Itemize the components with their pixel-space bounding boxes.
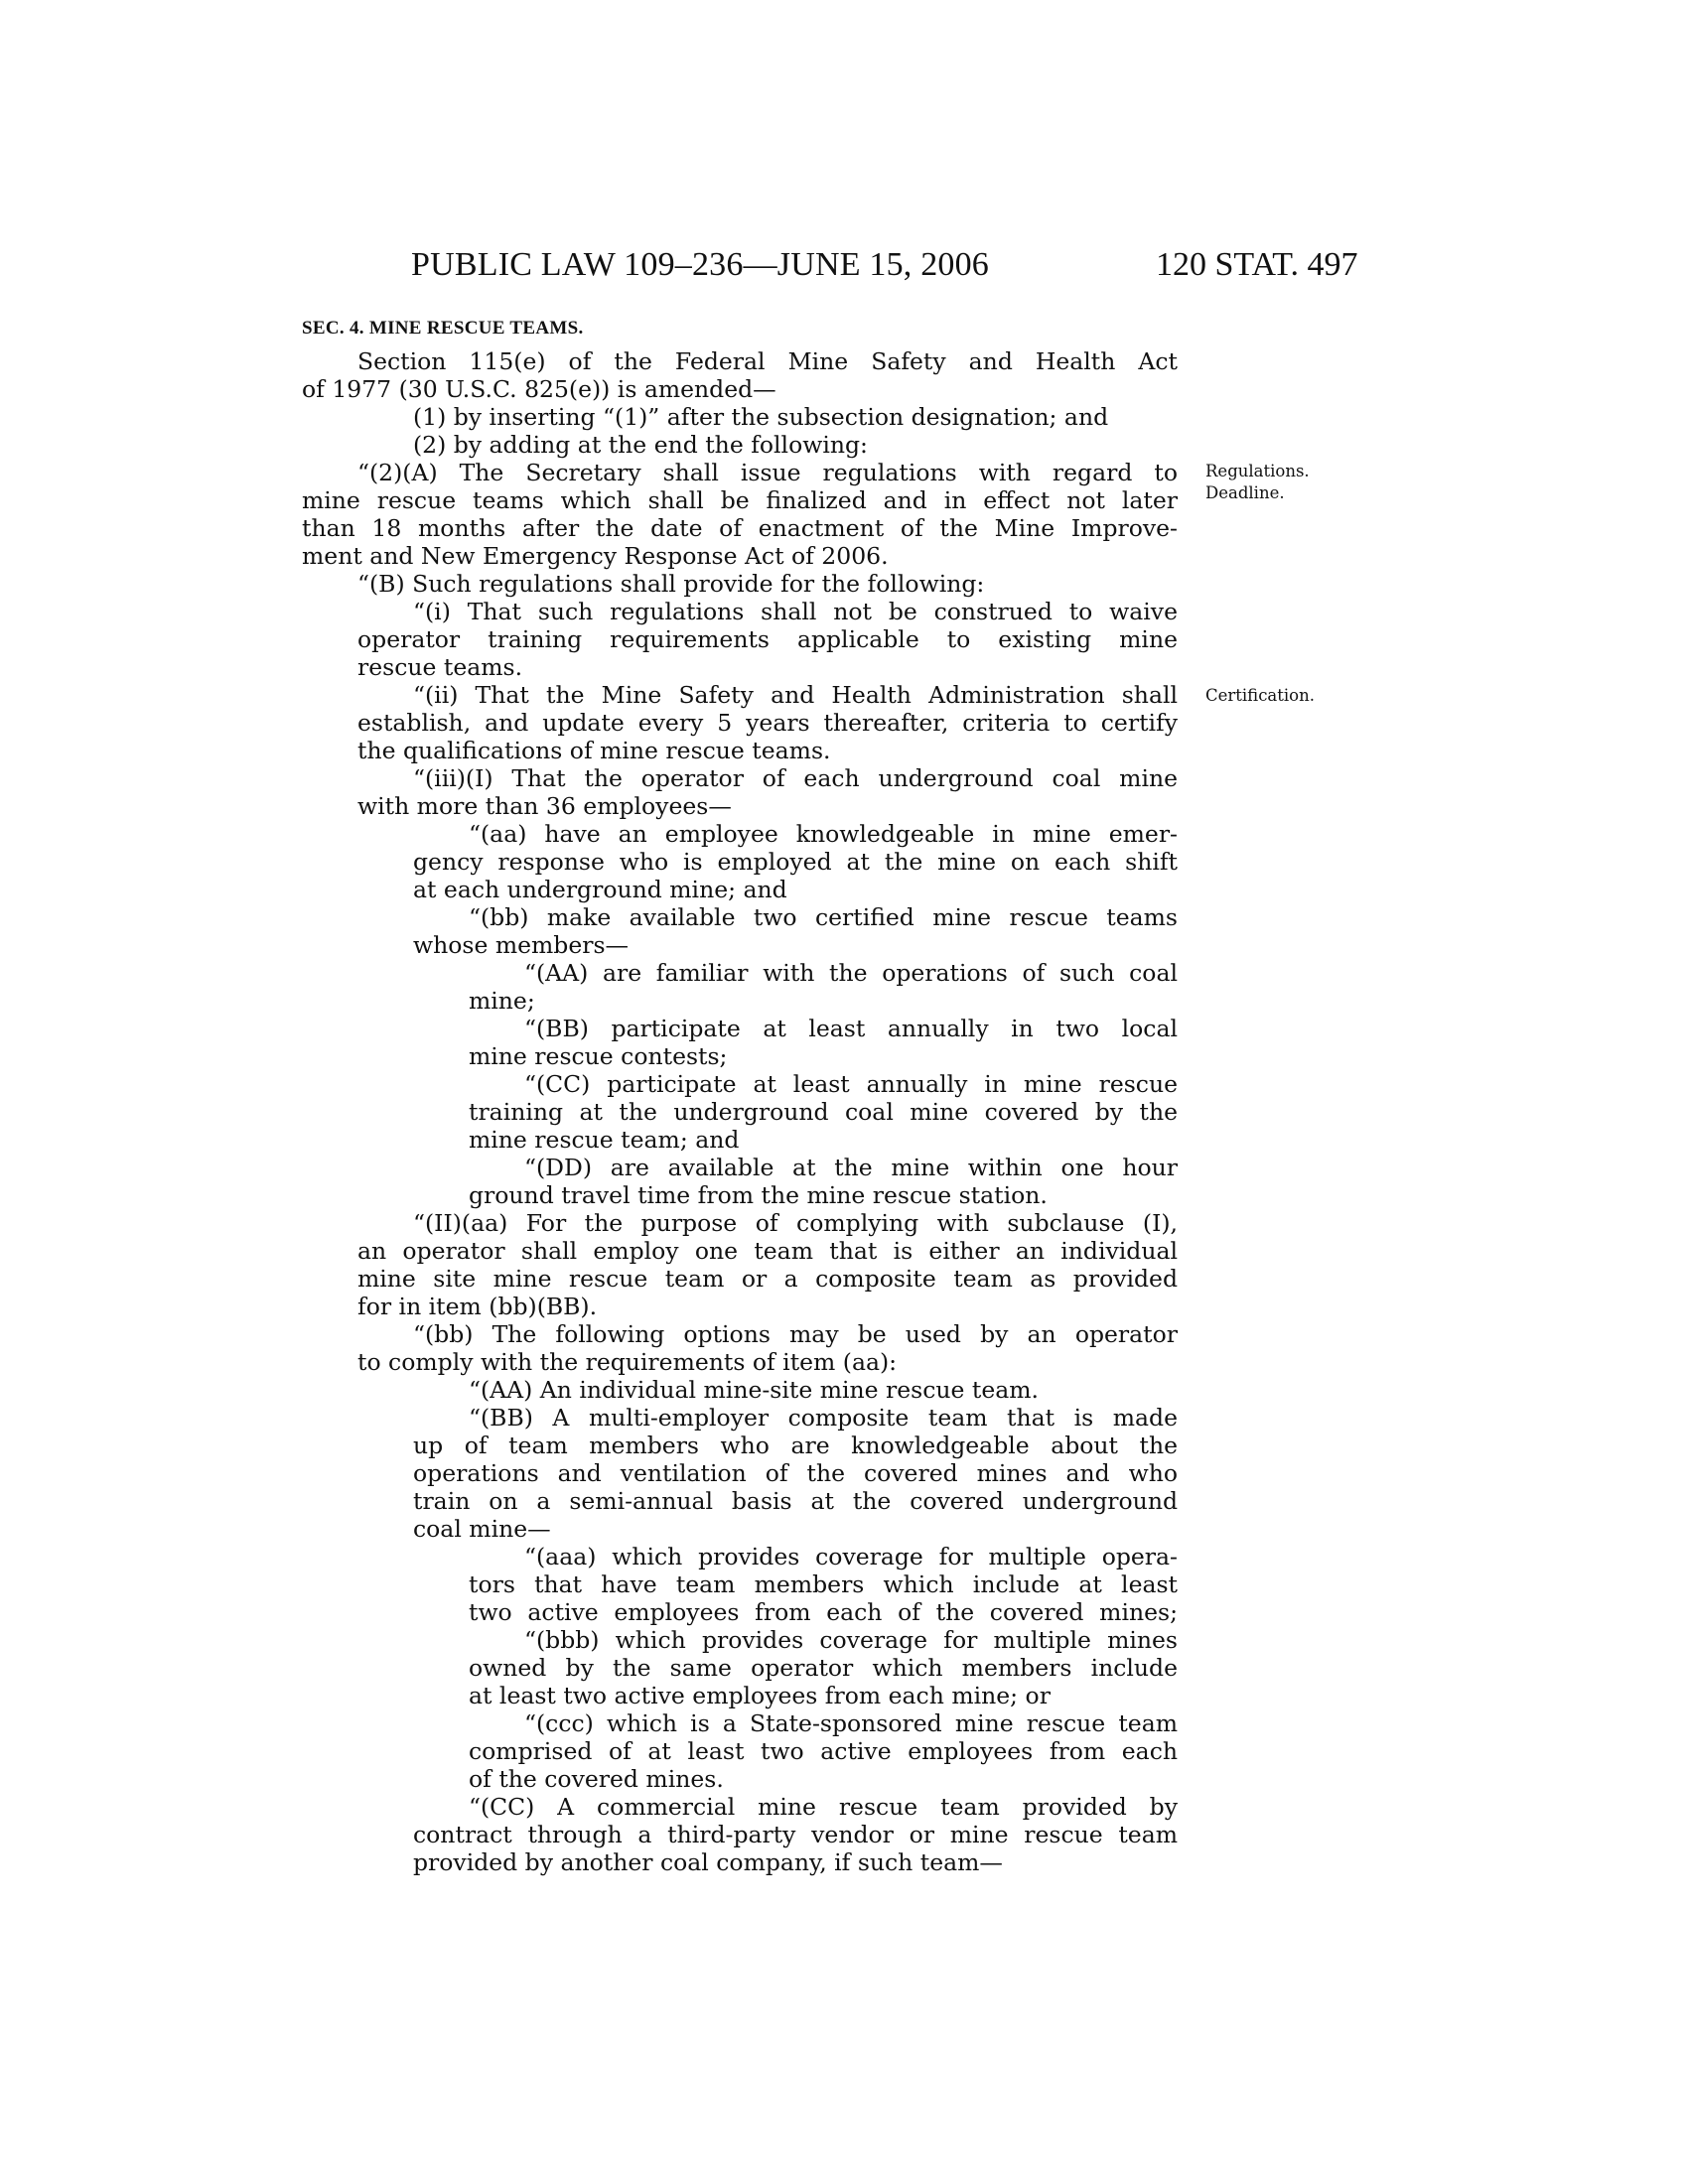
text-line: “(aaa) which provides coverage for multiple opera- <box>524 1543 1178 1570</box>
running-header-page-number: 120 STAT. 497 <box>1156 246 1358 283</box>
text-line: operator training requirements applicable to existing mine <box>357 625 1178 653</box>
text-line: whose members— <box>413 931 630 959</box>
section-heading: SEC. 4. MINE RESCUE TEAMS. <box>302 318 584 339</box>
text-line: mine site mine rescue team or a composite team as provided <box>357 1265 1178 1293</box>
text-line: “(AA) are familiar with the operations of such coal <box>524 959 1178 987</box>
text-line: “(BB) participate at least annually in two local <box>524 1015 1178 1042</box>
text-line: tors that have team members which include at least <box>469 1570 1178 1598</box>
text-line: owned by the same operator which members include <box>469 1654 1178 1682</box>
text-line: than 18 months after the date of enactment of the Mine Improve- <box>302 514 1178 542</box>
text-line: at each underground mine; and <box>413 876 787 903</box>
text-line: “(ii) That the Mine Safety and Health Administration shall <box>413 681 1178 709</box>
text-line: mine rescue teams which shall be finalized and in effect not later <box>302 486 1178 514</box>
text-line: operations and ventilation of the covered mines and who <box>413 1459 1178 1487</box>
text-line: “(2)(A) The Secretary shall issue regulations with regard to <box>357 459 1178 486</box>
text-line: mine rescue contests; <box>469 1042 728 1070</box>
text-line: “(CC) participate at least annually in mine rescue <box>524 1070 1178 1098</box>
text-line: ground travel time from the mine rescue station. <box>469 1181 1048 1209</box>
text-line: two active employees from each of the covered mines; <box>469 1598 1178 1626</box>
text-line: comprised of at least two active employees from each <box>469 1737 1178 1765</box>
text-line: “(DD) are available at the mine within one hour <box>524 1154 1178 1181</box>
text-line: ment and New Emergency Response Act of 2006. <box>302 542 889 570</box>
text-line: at least two active employees from each mine; or <box>469 1682 1051 1709</box>
text-line: “(bb) The following options may be used by an operator <box>413 1320 1178 1348</box>
margin-note-deadline: Deadline. <box>1205 483 1285 502</box>
running-header-title: PUBLIC LAW 109–236—JUNE 15, 2006 <box>411 246 989 283</box>
text-line: training at the underground coal mine covered by the <box>469 1098 1178 1126</box>
text-line: “(BB) A multi-employer composite team that is made <box>469 1404 1178 1432</box>
text-line: contract through a third-party vendor or mine rescue team <box>413 1821 1178 1848</box>
text-line: rescue teams. <box>357 653 523 681</box>
text-line: “(B) Such regulations shall provide for the following: <box>357 570 985 598</box>
text-line: gency response who is employed at the mine on each shift <box>413 848 1178 876</box>
text-line: mine; <box>469 987 535 1015</box>
text-line: to comply with the requirements of item (aa): <box>357 1348 898 1376</box>
text-line: (1) by inserting “(1)” after the subsection designation; and <box>413 403 1109 431</box>
text-line: “(i) That such regulations shall not be construed to waive <box>413 598 1178 625</box>
text-line: “(bbb) which provides coverage for multiple mines <box>524 1626 1178 1654</box>
text-line: Section 115(e) of the Federal Mine Safety and Health Act <box>357 347 1178 375</box>
text-line: of the covered mines. <box>469 1765 724 1793</box>
text-line: coal mine— <box>413 1515 551 1543</box>
text-line: “(II)(aa) For the purpose of complying with subclause (I), <box>413 1209 1178 1237</box>
text-line: “(AA) An individual mine-site mine rescue team. <box>469 1376 1039 1404</box>
text-line: an operator shall employ one team that is either an individual <box>357 1237 1178 1265</box>
text-line: for in item (bb)(BB). <box>357 1293 598 1320</box>
margin-note-regulations: Regulations. <box>1205 462 1310 480</box>
text-line: the qualifications of mine rescue teams. <box>357 737 831 764</box>
text-line: “(ccc) which is a State-sponsored mine rescue team <box>524 1709 1178 1737</box>
text-line: of 1977 (30 U.S.C. 825(e)) is amended— <box>302 375 776 403</box>
text-line: “(bb) make available two certified mine rescue teams <box>469 903 1178 931</box>
text-line: establish, and update every 5 years thereafter, criteria to certify <box>357 709 1178 737</box>
text-line: “(CC) A commercial mine rescue team provided by <box>469 1793 1178 1821</box>
text-line: mine rescue team; and <box>469 1126 740 1154</box>
text-line: with more than 36 employees— <box>357 792 732 820</box>
text-line: (2) by adding at the end the following: <box>413 431 868 459</box>
statute-body <box>302 347 1178 1876</box>
text-line: train on a semi-annual basis at the covered underground <box>413 1487 1178 1515</box>
text-line: provided by another coal company, if such team— <box>413 1848 1003 1876</box>
text-line: “(iii)(I) That the operator of each underground coal mine <box>413 764 1178 792</box>
text-line: up of team members who are knowledgeable about the <box>413 1432 1178 1459</box>
margin-note-certification: Certification. <box>1205 686 1315 705</box>
text-line: “(aa) have an employee knowledgeable in mine emer- <box>469 820 1178 848</box>
